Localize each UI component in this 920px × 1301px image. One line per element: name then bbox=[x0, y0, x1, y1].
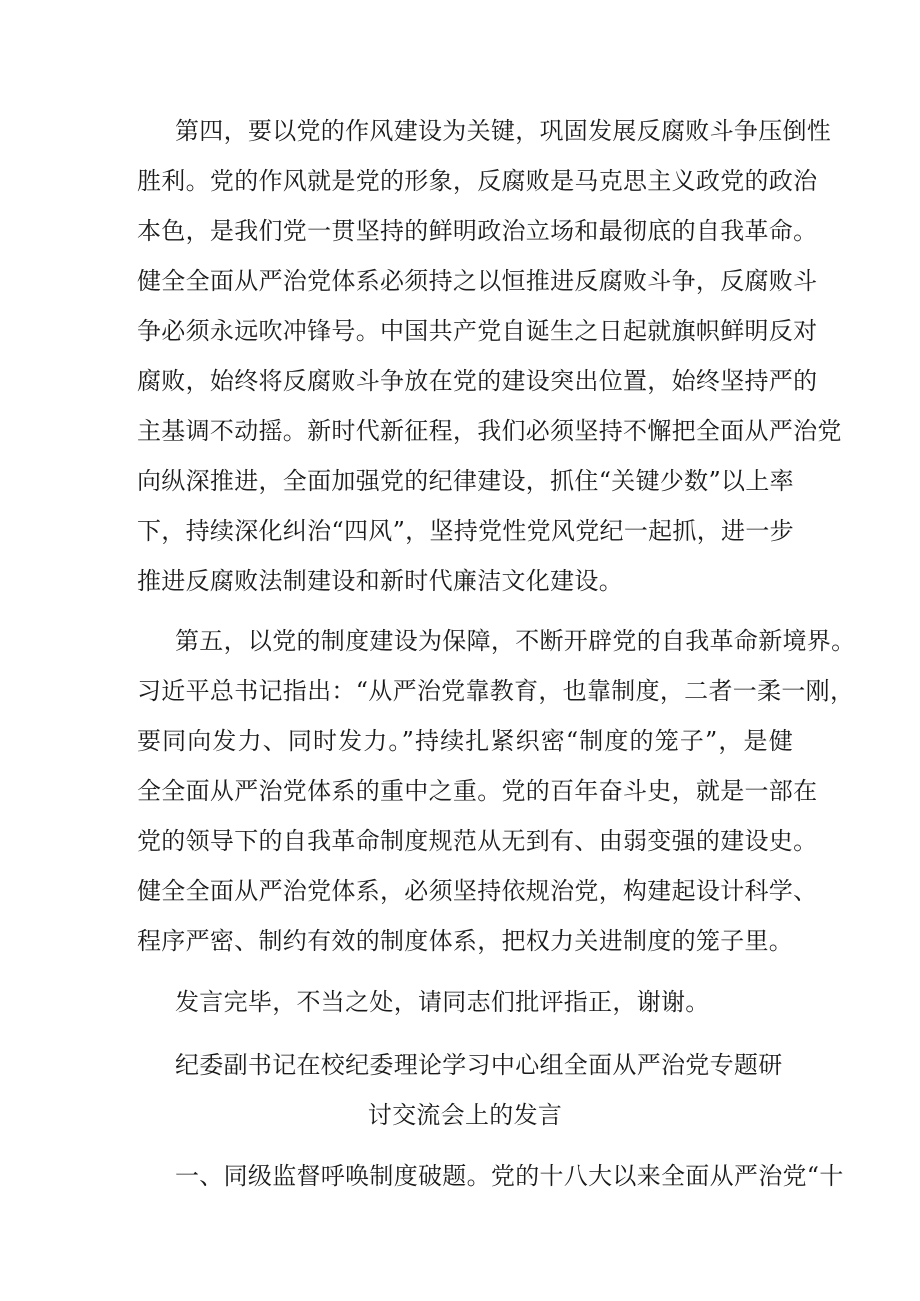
paragraph-line: 习近平总书记指出：“从严治党靠教育，也靠制度，二者一柔一刚， bbox=[137, 677, 855, 705]
section-one-opening: 一、同级监督呼唤制度破题。党的十八大以来全面从严治党“十 bbox=[175, 1162, 844, 1190]
paragraph-line: 向纵深推进，全面加强党的纪律建设，抓住“关键少数”以上率 bbox=[137, 467, 794, 495]
paragraph-line: 党的领导下的自我革命制度规范从无到有、由弱变强的建设史。 bbox=[137, 827, 818, 855]
paragraph-line: 本色，是我们党一贯坚持的鲜明政治立场和最彻底的自我革命。 bbox=[137, 217, 818, 245]
paragraph-line: 要同向发力、同时发力。”持续扎紧织密“制度的笼子”，是健 bbox=[137, 727, 793, 755]
paragraph-line: 推进反腐败法制建设和新时代廉洁文化建设。 bbox=[137, 567, 623, 595]
paragraph-line: 健全全面从严治党体系，必须坚持依规治党，构建起设计科学、 bbox=[137, 877, 818, 905]
paragraph-line: 全全面从严治党体系的重中之重。党的百年奋斗史，就是一部在 bbox=[137, 777, 818, 805]
title-line: 纪委副书记在校纪委理论学习中心组全面从严治党专题研 bbox=[175, 1051, 783, 1079]
paragraph-line: 第五，以党的制度建设为保障，不断开辟党的自我革命新境界。 bbox=[175, 627, 856, 655]
paragraph-line: 第四，要以党的作风建设为关键，巩固发展反腐败斗争压倒性 bbox=[175, 117, 832, 145]
paragraph-line: 主基调不动摇。新时代新征程，我们必须坚持不懈把全面从严治党 bbox=[137, 417, 842, 445]
paragraph-line: 健全全面从严治党体系必须持之以恒推进反腐败斗争，反腐败斗 bbox=[137, 267, 818, 295]
closing-remark: 发言完毕，不当之处，请同志们批评指正，谢谢。 bbox=[175, 988, 710, 1016]
paragraph-line: 胜利。党的作风就是党的形象，反腐败是马克思主义政党的政治 bbox=[137, 167, 818, 195]
paragraph-line: 争必须永远吹冲锋号。中国共产党自诞生之日起就旗帜鲜明反对 bbox=[137, 317, 818, 345]
paragraph-line: 腐败，始终将反腐败斗争放在党的建设突出位置，始终坚持严的 bbox=[137, 367, 818, 395]
title-line: 讨交流会上的发言 bbox=[367, 1101, 563, 1129]
paragraph-line: 程序严密、制约有效的制度体系，把权力关进制度的笼子里。 bbox=[137, 927, 794, 955]
paragraph-line: 下，持续深化纠治“四风”，坚持党性党风党纪一起抓，进一步 bbox=[137, 517, 794, 545]
